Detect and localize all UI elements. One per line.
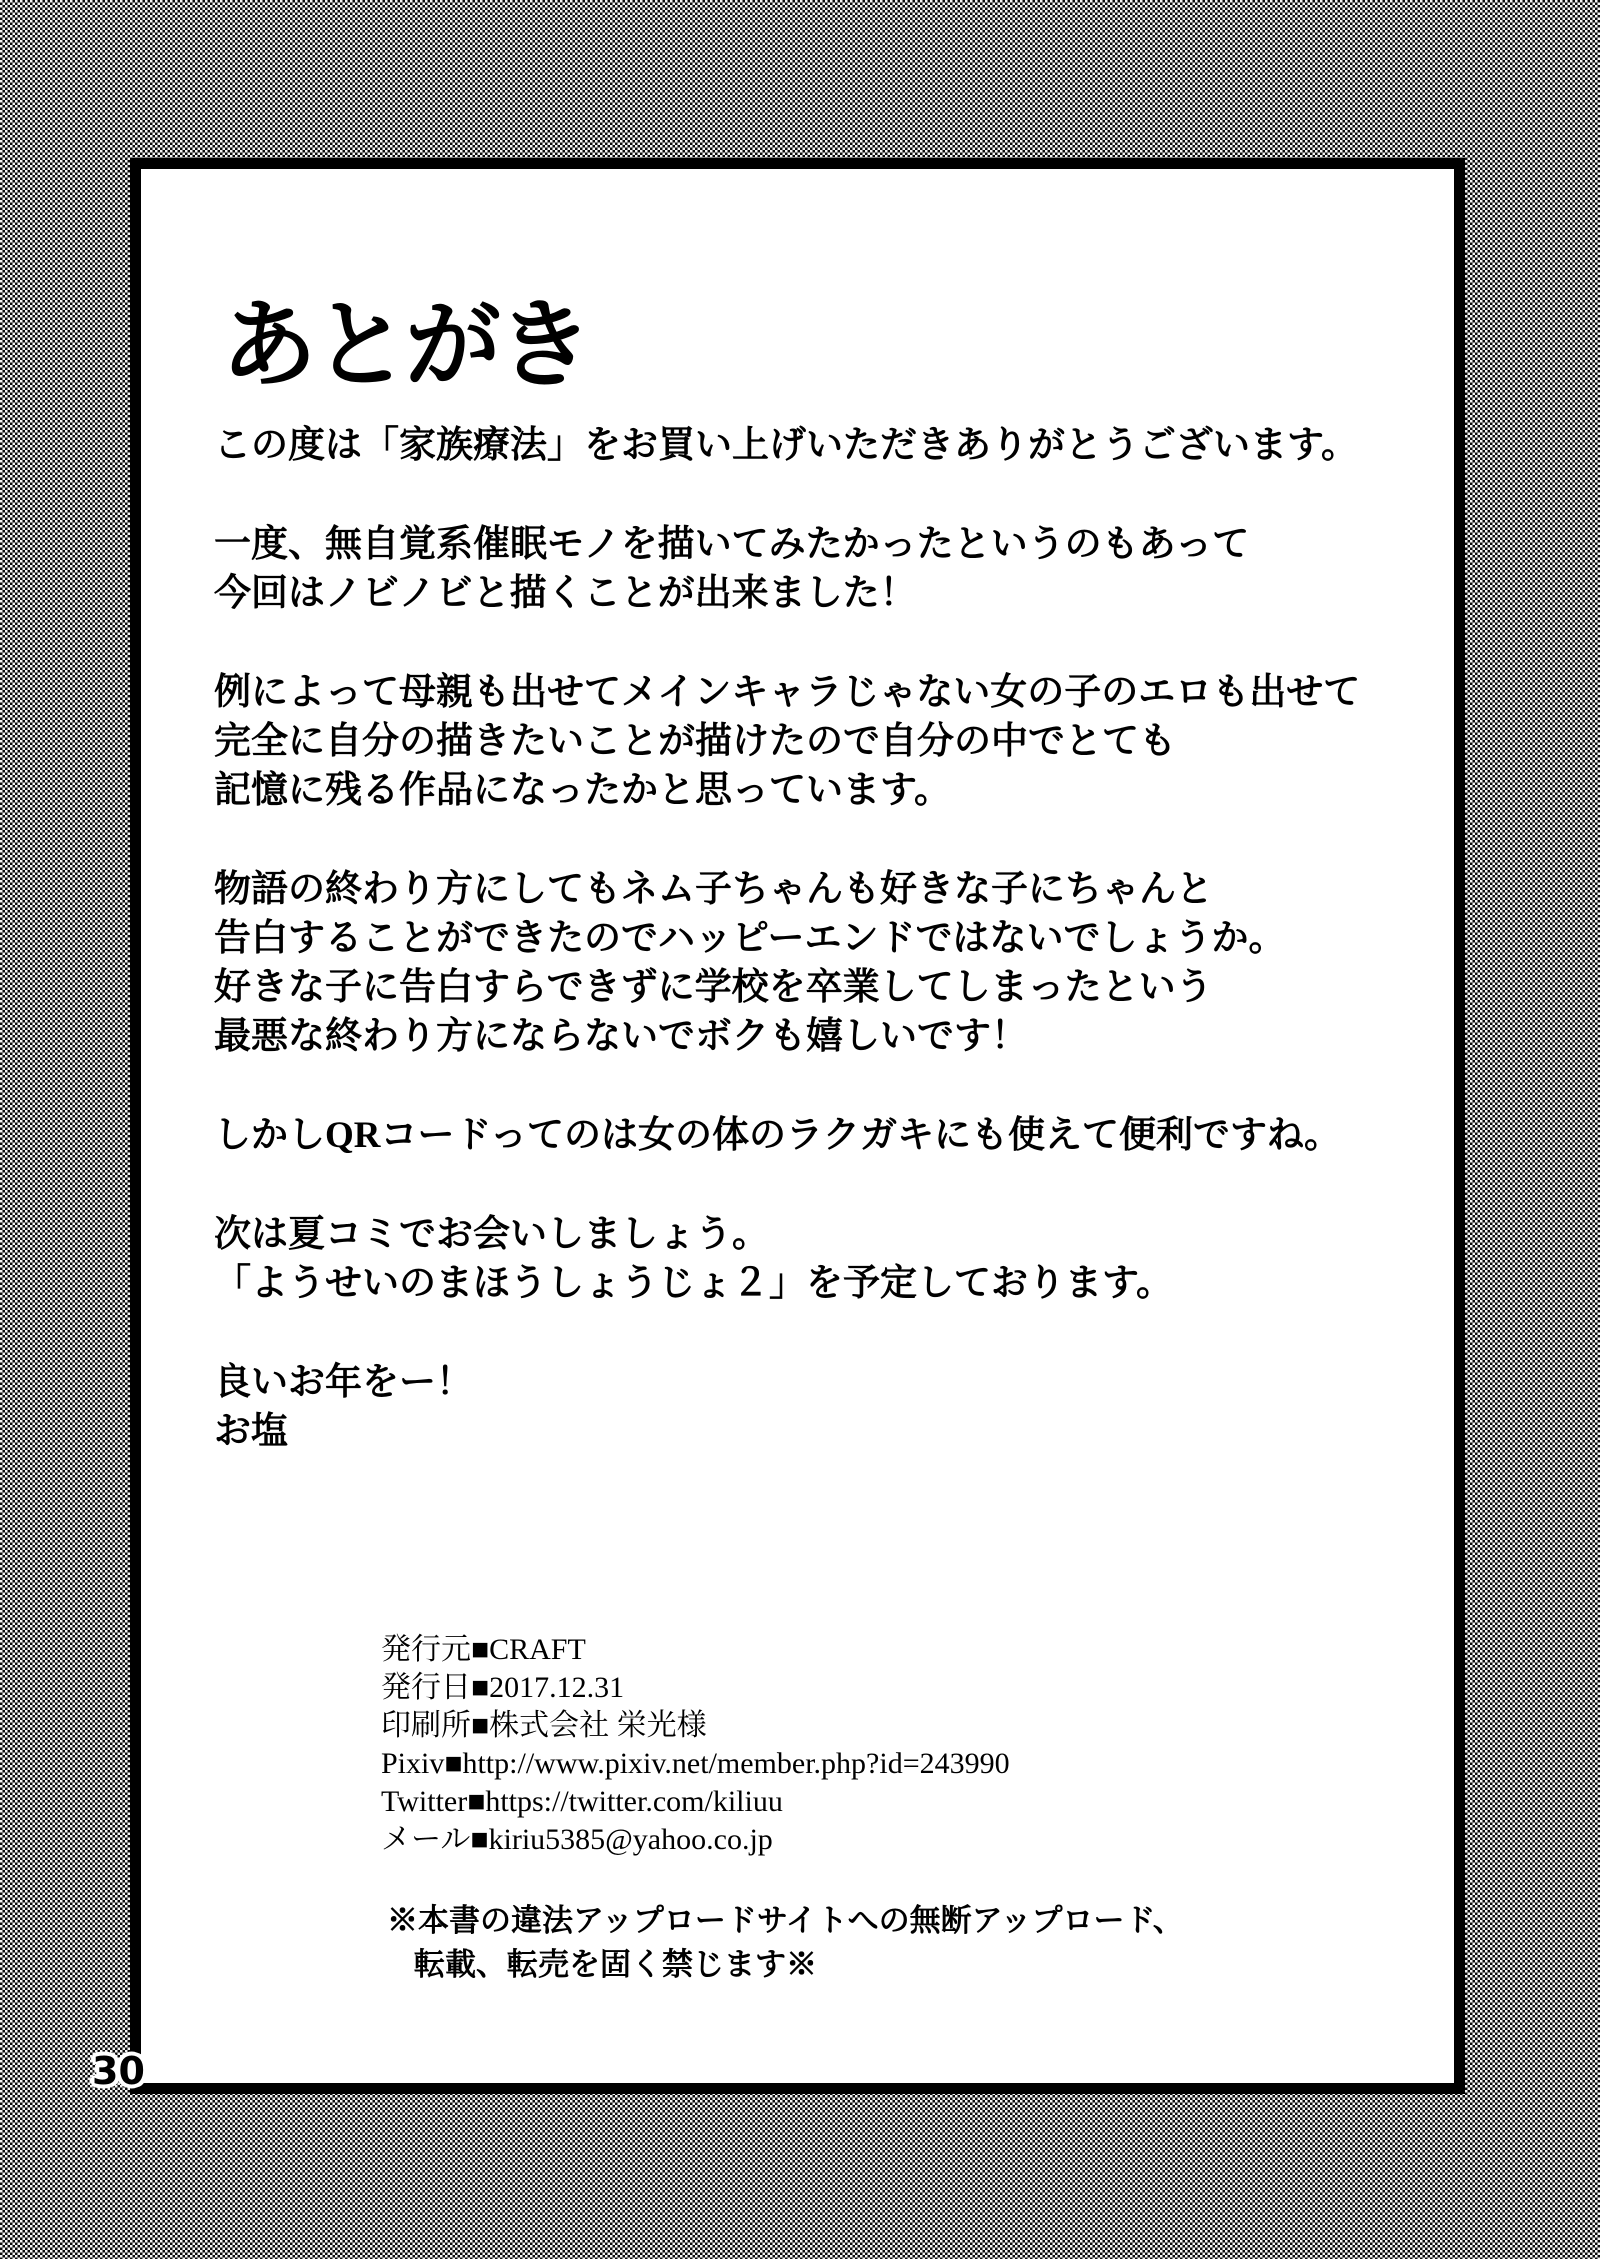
paragraph-signoff — [214, 1358, 1444, 1456]
colophon-pixiv-url: Pixiv■http://www.pixiv.net/member.php?id=243990 — [381, 1747, 1010, 1780]
colophon-twitter-url: Twitter■https://twitter.com/kiliuu — [381, 1785, 783, 1818]
colophon-publisher: 発行元■CRAFT — [381, 1633, 586, 1666]
afterword-body-text — [214, 421, 1444, 1506]
text-line: 告白することができたのでハッピーエンドではないでしょうか。 — [214, 918, 1286, 959]
paragraph-qr-code — [214, 1111, 1444, 1160]
text-line: 一度、無自覚系催眠モノを描いてみたかったというのもあって — [214, 524, 1250, 565]
text-line: 好きな子に告白すらできずに学校を卒業してしまったという — [214, 967, 1213, 1008]
text-line: 例によって母親も出せてメインキャラじゃない女の子のエロも出せて — [214, 672, 1361, 713]
paragraph-story-ending — [214, 865, 1444, 1061]
text-line: しかしQRコードってのは女の体のラクガキにも使えて便利ですね。 — [214, 1115, 1342, 1156]
afterword-page — [130, 158, 1465, 2094]
colophon-email: メール■kiriu5385@yahoo.co.jp — [381, 1823, 773, 1856]
text-line: 最悪な終わり方にならないでボクも嬉しいです！ — [214, 1016, 1028, 1057]
text-line: 物語の終わり方にしてもネム子ちゃんも好きな子にちゃんと — [214, 869, 1213, 910]
text-line: 記憶に残る作品になったかと思っています。 — [214, 770, 952, 811]
disclaimer-line: ※本書の違法アップロードサイトへの無断アップロード、 — [387, 1903, 1184, 1938]
colophon-printer: 印刷所■株式会社 栄光様 — [381, 1709, 707, 1742]
colophon-publish-date: 発行日■2017.12.31 — [381, 1671, 625, 1704]
paragraph-thanks — [214, 421, 1444, 470]
paragraph-memorable-work — [214, 668, 1444, 815]
text-line: 「ようせいのまほうしょうじょ２」を予定しております。 — [214, 1263, 1174, 1304]
text-line: この度は「家族療法」をお買い上げいただきありがとうございます。 — [214, 425, 1359, 466]
paragraph-next-event — [214, 1210, 1444, 1308]
afterword-title: あとがき — [221, 288, 589, 401]
text-line: 今回はノビノビと描くことが出来ました！ — [214, 573, 917, 614]
page-number: 30 — [92, 2049, 145, 2093]
author-name: お塩 — [214, 1411, 288, 1452]
text-line: 良いお年をー！ — [214, 1362, 473, 1403]
colophon — [381, 1631, 1010, 1859]
paragraph-hypnosis-theme — [214, 520, 1444, 618]
text-line: 完全に自分の描きたいことが描けたので自分の中でとても — [214, 721, 1176, 762]
text-line: 次は夏コミでお会いしましょう。 — [214, 1214, 769, 1255]
piracy-disclaimer — [387, 1899, 1184, 1987]
disclaimer-line: 転載、転売を固く禁じます※ — [414, 1947, 817, 1982]
